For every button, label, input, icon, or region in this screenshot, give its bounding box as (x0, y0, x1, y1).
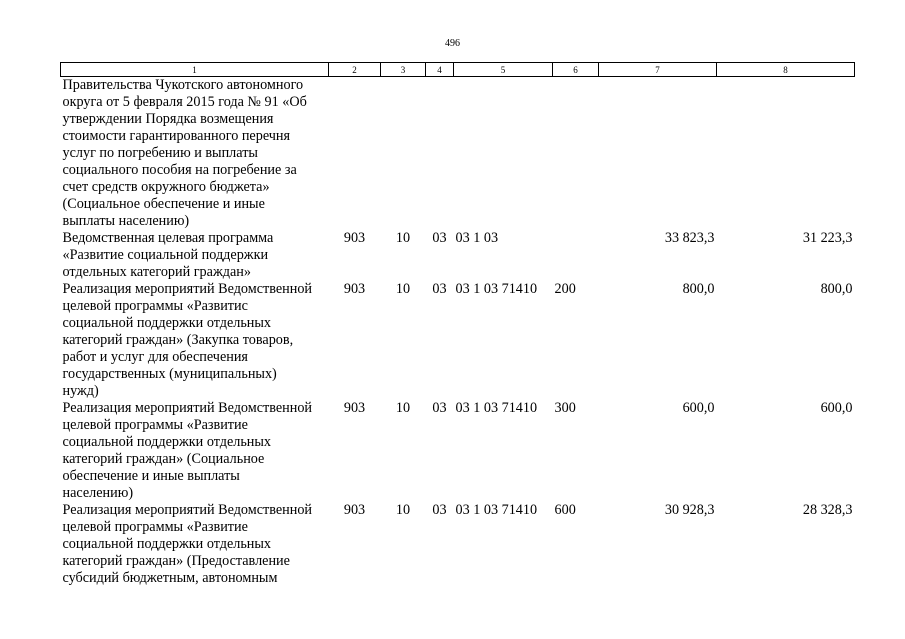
page-number: 496 (445, 38, 460, 49)
ministry-code-cell: 903 (343, 502, 366, 518)
amount-col7-cell (599, 77, 717, 231)
amount-col7-cell: 600,0 (682, 400, 715, 416)
section-code-cell: 10 (395, 230, 411, 246)
amount-col8-cell: 800,0 (820, 281, 853, 297)
col-header-3: 3 (381, 63, 426, 77)
section-code-cell: 10 (395, 281, 411, 297)
subsection-code-cell: 03 (432, 281, 447, 297)
col-header-5: 5 (454, 63, 553, 77)
row-name-text: Реализация мероприятий Ведомственной целевой программы «Развитис социальной поддержки отдельных категорий граждан» (Закупка товаров, работ и услуг для обеспечения государственных (муниципальных) нужд) (62, 281, 313, 399)
col-header-1: 1 (61, 63, 329, 77)
row-name-cell (61, 502, 329, 587)
section-code-cell: 10 (395, 400, 411, 416)
ministry-code-cell (329, 77, 381, 231)
expense-type-cell (553, 77, 599, 231)
row-name-text: Реализация мероприятий Ведомственной целевой программы «Развитие социальной поддержки отдельных категорий граждан» (Социальное обеспечение и иные выплаты населению) (62, 400, 313, 501)
amount-col8-cell: 31 223,3 (802, 230, 853, 246)
col-header-2: 2 (329, 63, 381, 77)
target-article-cell: 03 1 03 71410 (455, 400, 538, 416)
amount-col8-cell: 600,0 (820, 400, 853, 416)
col-header-7: 7 (599, 63, 717, 77)
row-name-text: Правительства Чукотского автономного округа от 5 февраля 2015 года № 91 «Об утверждении Порядка возмещения стоимости гарантированного перечня услуг по погребению и выплаты социального пособия на погребение за счет средств окружного бюджета» (Социальное обеспечение и иные выплаты населению) (62, 77, 307, 229)
table-row (61, 502, 855, 587)
amount-col7-cell: 800,0 (682, 281, 715, 297)
row-name-cell (61, 230, 329, 281)
col-header-4: 4 (426, 63, 454, 77)
amount-col7-cell: 33 823,3 (664, 230, 715, 246)
subsection-code-cell: 03 (432, 400, 447, 416)
target-article-cell (454, 77, 553, 231)
ministry-code-cell: 903 (343, 400, 366, 416)
target-article-cell: 03 1 03 71410 (455, 281, 538, 297)
amount-col8-cell: 28 328,3 (802, 502, 853, 518)
ministry-code-cell: 903 (343, 230, 366, 246)
target-article-cell: 03 1 03 (455, 230, 499, 246)
section-code-cell: 10 (395, 502, 411, 518)
table-row (61, 77, 855, 231)
col-header-8: 8 (717, 63, 855, 77)
table-row (61, 281, 855, 400)
table-row (61, 400, 855, 502)
budget-table (60, 62, 855, 587)
row-name-text: Ведомственная целевая программа «Развитие социальной поддержки отдельных категорий граждан» (62, 230, 274, 280)
target-article-cell: 03 1 03 71410 (455, 502, 538, 518)
expense-type-cell: 200 (554, 281, 576, 297)
amount-col7-cell: 30 928,3 (664, 502, 715, 518)
table-row (61, 230, 855, 281)
expense-type-cell: 300 (554, 400, 576, 416)
subsection-code-cell: 03 (432, 230, 447, 246)
row-name-cell (61, 281, 329, 400)
row-name-cell (61, 400, 329, 502)
ministry-code-cell: 903 (343, 281, 366, 297)
section-code-cell (381, 77, 426, 231)
col-header-6: 6 (553, 63, 599, 77)
subsection-code-cell: 03 (432, 502, 447, 518)
row-name-text: Реализация мероприятий Ведомственной целевой программы «Развитие социальной поддержки отдельных категорий граждан» (Предоставление субсидий бюджетным, автономным (62, 502, 313, 586)
table-header-row (61, 63, 855, 77)
expense-type-cell (553, 230, 599, 281)
amount-col8-cell (717, 77, 855, 231)
subsection-code-cell (426, 77, 454, 231)
expense-type-cell: 600 (554, 502, 576, 518)
row-name-cell (61, 77, 329, 231)
